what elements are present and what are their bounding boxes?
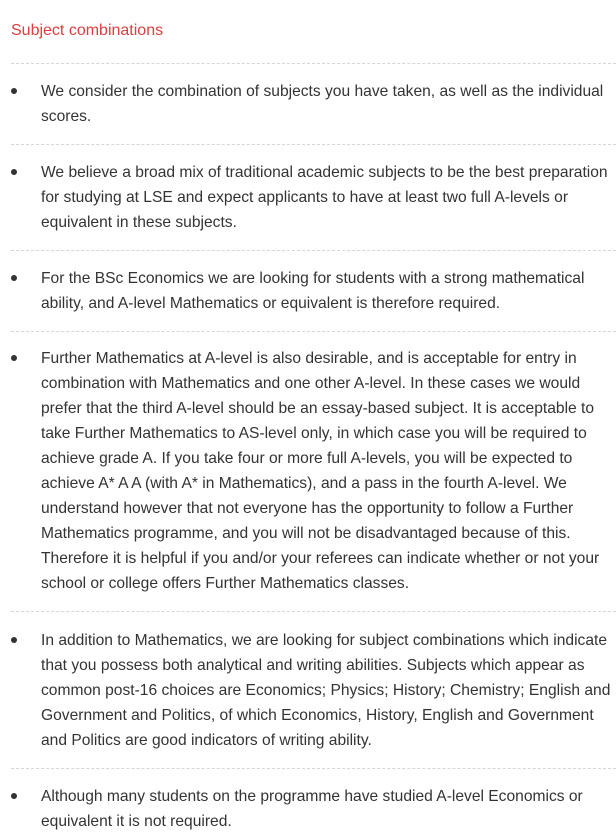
list-item-text: In addition to Mathematics, we are looking for subject combinations which indicate that you possess both analytical and writing abilities. Subjects which appear as common post-16 choices are Economics; Physics; History; Chemistry; English and Government and Politics, of which Economics, History, English and Government and Politics are good indicators of writing ability. — [41, 632, 611, 749]
bullet-icon — [11, 275, 17, 281]
section-title: Subject combinations — [11, 22, 164, 39]
divider — [11, 331, 616, 332]
list-item-text: Although many students on the programme have studied A-level Economics or equivalent it is not required. — [41, 788, 583, 830]
divider — [11, 63, 616, 64]
list-item-text: We believe a broad mix of traditional academic subjects to be the best preparation for studying at LSE and expect applicants to have at least two full A-levels or equivalent in these subjects. — [41, 164, 608, 231]
divider — [11, 768, 616, 769]
list-item-text: For the BSc Economics we are looking for students with a strong mathematical ability, and A-level Mathematics or equivalent is therefore required. — [41, 270, 585, 312]
bullet-icon — [11, 637, 17, 643]
bullet-icon — [11, 169, 17, 175]
bullet-icon — [11, 355, 17, 361]
list-item-text: Further Mathematics at A-level is also desirable, and is acceptable for entry in combination with Mathematics and one other A-level. In these cases we would prefer that the third A-level should be an essay-based subject. It is acceptable to take Further Mathematics to AS-level only, in which case you will be required to achieve grade A. If you take four or more full A-levels, you will be expected to achieve A* A A (with A* in Mathematics), and a pass in the fourth A-level. We understand however that not everyone has the opportunity to follow a Further Mathematics programme, and you will not be disadvantaged because of this. Therefore it is helpful if you and/or your referees can indicate whether or not your school or college offers Further Mathematics classes. — [41, 350, 600, 592]
divider — [11, 250, 616, 251]
list-item-text: We consider the combination of subjects you have taken, as well as the individual scores. — [41, 83, 604, 125]
divider — [11, 611, 616, 612]
bullet-icon — [11, 793, 17, 799]
bullet-icon — [11, 88, 17, 94]
divider — [11, 144, 616, 145]
